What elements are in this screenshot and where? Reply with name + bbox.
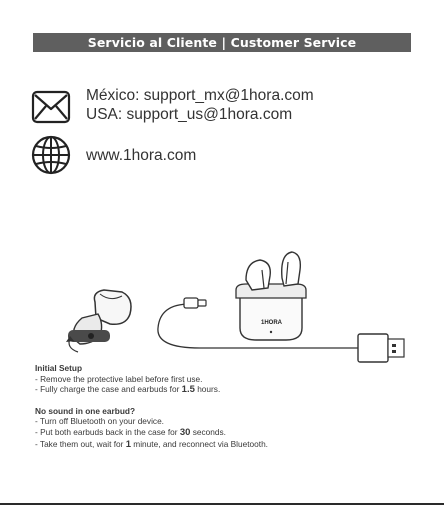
globe-icon <box>30 134 72 176</box>
website-contact <box>30 134 196 176</box>
no-sound-step-1: - Turn off Bluetooth on your device. <box>35 416 164 427</box>
email-contacts <box>30 86 314 128</box>
no-sound-step-2: - Put both earbuds back in the case for 30 seconds. <box>35 426 226 438</box>
earbuds-charging-illustration <box>0 240 444 370</box>
email-usa[interactable]: USA: support_us@1hora.com <box>86 106 293 123</box>
bottom-divider <box>0 503 444 505</box>
earbud-tip-illustration <box>66 290 131 352</box>
no-sound-step-3: - Take them out, wait for 1 minute, and reconnect via Bluetooth. <box>35 438 268 450</box>
website-link[interactable]: www.1hora.com <box>86 147 197 164</box>
no-sound-heading: No sound in one earbud? <box>35 405 136 416</box>
instructions-section <box>35 363 415 450</box>
setup-step-1: - Remove the protective label before first use. <box>35 373 203 384</box>
setup-step-2: - Fully charge the case and earbuds for 1.5 hours. <box>35 384 221 396</box>
customer-service-banner <box>33 33 411 52</box>
case-logo: 1HORA <box>261 320 283 326</box>
email-mexico[interactable]: México: support_mx@1hora.com <box>86 87 314 104</box>
initial-setup-heading: Initial Setup <box>35 363 83 373</box>
banner-title: Servicio al Cliente | Customer Service <box>87 35 357 50</box>
charging-case-illustration <box>236 252 306 340</box>
envelope-icon <box>30 86 72 128</box>
